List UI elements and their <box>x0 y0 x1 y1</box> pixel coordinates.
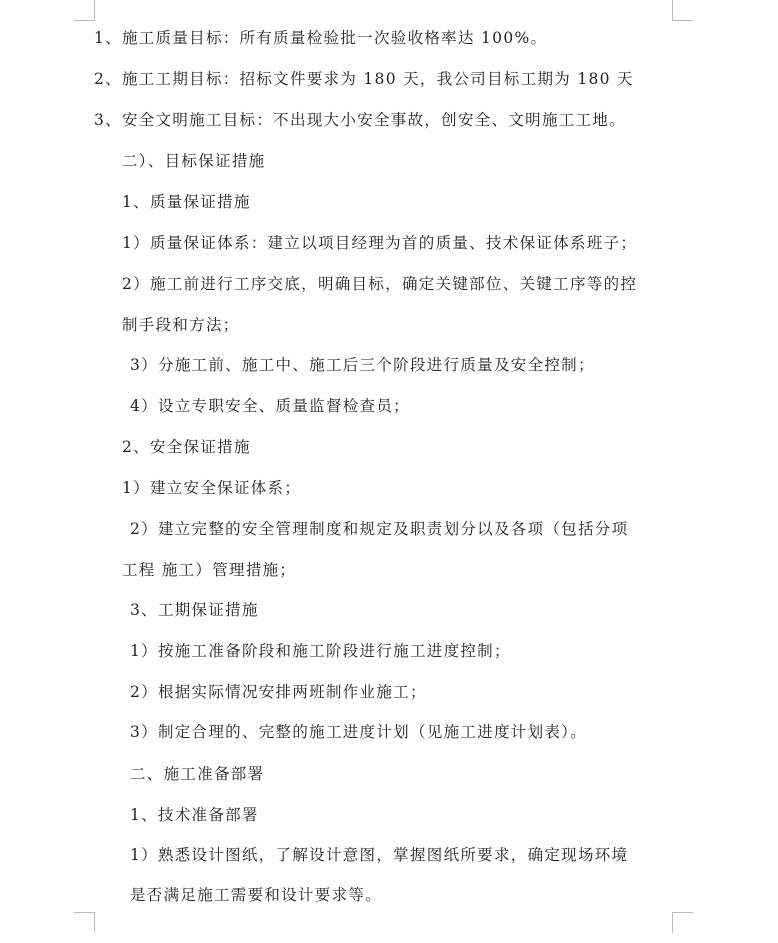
text-line: 4）设立专职安全、质量监督检查员； <box>130 397 410 415</box>
text-line: 2）建立完整的安全管理制度和规定及职责划分以及各项（包括分项 <box>130 520 629 538</box>
text-line: 制手段和方法； <box>122 316 240 334</box>
text-line: 3）分施工前、施工中、施工后三个阶段进行质量及安全控制； <box>130 356 595 374</box>
section-heading: 二）、目标保证措施 <box>122 152 266 170</box>
text-line: 是否满足施工需要和设计要求等。 <box>130 886 383 904</box>
text-line: 2）根据实际情况安排两班制作业施工； <box>130 683 427 701</box>
text-line: 3、安全文明施工目标：不出现大小安全事故，创安全、文明施工工地。 <box>94 111 626 129</box>
section-heading: 二、施工准备部署 <box>130 765 265 783</box>
corner-mark-top-left <box>74 0 95 21</box>
text-line: 工程 施工）管理措施； <box>122 561 297 579</box>
text-line: 2）施工前进行工序交底，明确目标，确定关键部位、关键工序等的控 <box>122 275 638 293</box>
subsection-heading: 1、质量保证措施 <box>122 193 251 211</box>
text-line: 2、施工工期目标：招标文件要求为 180 天，我公司目标工期为 180 天 <box>94 70 634 88</box>
text-line: 3）制定合理的、完整的施工进度计划（见施工进度计划表）。 <box>130 723 588 741</box>
text-line: 1）质量保证体系：建立以项目经理为首的质量、技术保证体系班子； <box>122 234 638 252</box>
subsection-heading: 3、工期保证措施 <box>130 601 259 619</box>
text-line: 1）熟悉设计图纸，了解设计意图，掌握图纸所要求，确定现场环境 <box>130 846 629 864</box>
corner-mark-bottom-left <box>74 912 95 933</box>
subsection-heading: 2、安全保证措施 <box>122 438 251 456</box>
corner-mark-bottom-right <box>672 912 693 933</box>
subsection-heading: 1、技术准备部署 <box>130 806 259 824</box>
text-line: 1）按施工准备阶段和施工阶段进行施工进度控制； <box>130 642 511 660</box>
corner-mark-top-right <box>672 0 693 21</box>
text-line: 1、施工质量目标：所有质量检验批一次验收格率达 100%。 <box>94 29 548 47</box>
text-line: 1）建立安全保证体系； <box>122 479 302 497</box>
